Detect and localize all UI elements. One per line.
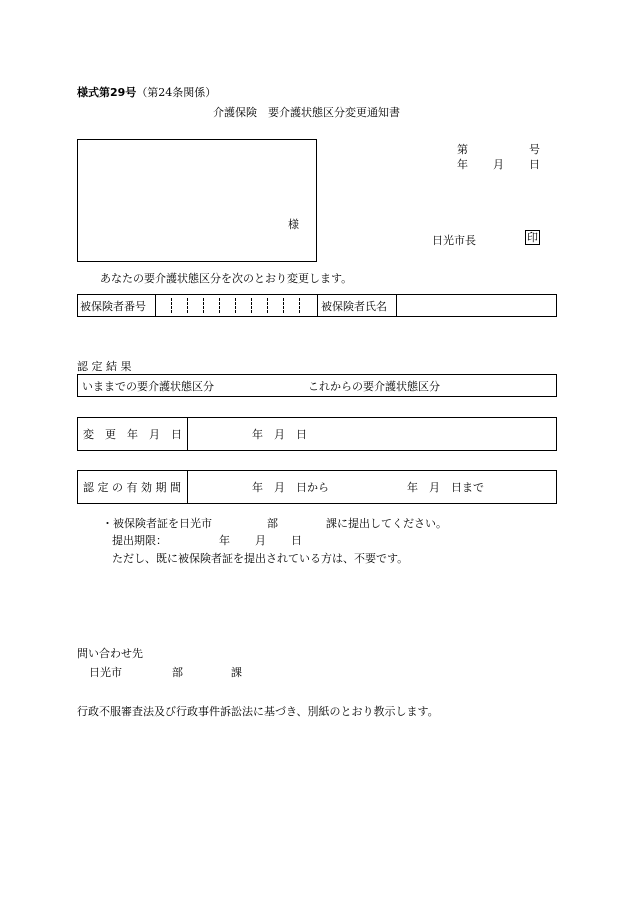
- change-date-value: 年 月 日: [252, 428, 307, 441]
- issue-number-suffix: 号: [529, 143, 540, 156]
- digit-separator: [299, 298, 300, 313]
- validity-label: 認 定 の 有 効 期 間: [83, 481, 181, 494]
- result-section-label: 認 定 結 果: [77, 360, 132, 373]
- insured-info-row: [77, 294, 557, 317]
- digit-separator: [251, 298, 252, 313]
- result-row: [77, 374, 557, 397]
- issue-year: 年: [457, 158, 468, 171]
- digit-separator: [203, 298, 204, 313]
- result-after-label: これからの要介護状態区分: [308, 379, 440, 393]
- deadline-day: 日: [291, 534, 302, 547]
- intro-text: あなたの要介護状態区分を次のとおり変更します。: [100, 272, 353, 285]
- validity-from: 年 月 日から: [252, 481, 329, 494]
- change-date-label: 変 更 年 月 日: [83, 428, 182, 441]
- divider: [155, 295, 156, 316]
- deadline-label: 提出期限：: [112, 534, 167, 547]
- deadline-month: 月: [255, 534, 266, 547]
- form-header: [77, 84, 216, 100]
- recipient-honorific: 様: [288, 218, 299, 231]
- divider: [396, 295, 397, 316]
- validity-to: 年 月 日まで: [407, 481, 484, 494]
- digit-separator: [219, 298, 220, 313]
- divider: [187, 471, 188, 503]
- exception-note: ただし、既に被保険者証を提出されている方は、不要です。: [112, 552, 409, 565]
- result-before-label: いままでの要介護状態区分: [82, 379, 214, 393]
- contact-city: 日光市: [89, 666, 122, 679]
- digit-separator: [187, 298, 188, 313]
- divider: [187, 418, 188, 450]
- document-title: 介護保険 要介護状態区分変更通知書: [213, 106, 400, 119]
- change-date-row: [77, 417, 557, 451]
- submit-dept: 部: [267, 517, 278, 530]
- seal-mark: 印: [527, 231, 538, 244]
- form-number: 様式第29号: [77, 86, 137, 99]
- submit-prefix: ・被保険者証を日光市: [102, 517, 212, 530]
- issue-number-prefix: 第: [457, 143, 468, 156]
- issuer-name: 日光市長: [432, 234, 476, 247]
- form-relation: （第24条関係）: [136, 86, 217, 99]
- appeal-notice: 行政不服審査法及び行政事件訴訟法に基づき、別紙のとおり教示します。: [77, 705, 439, 718]
- digit-separator: [235, 298, 236, 313]
- digit-separator: [283, 298, 284, 313]
- issuer-seal: [525, 231, 540, 244]
- recipient-address-box: [77, 139, 317, 262]
- insured-name-label: 被保険者氏名: [321, 299, 387, 313]
- issue-day: 日: [529, 158, 540, 171]
- digit-separator: [171, 298, 172, 313]
- deadline-year: 年: [219, 534, 230, 547]
- validity-row: [77, 470, 557, 504]
- contact-label: 問い合わせ先: [77, 647, 143, 660]
- issue-month: 月: [493, 158, 504, 171]
- submit-section: 課に提出してください。: [326, 517, 447, 530]
- digit-separator: [267, 298, 268, 313]
- insured-number-label: 被保険者番号: [80, 299, 146, 313]
- contact-dept: 部: [172, 666, 183, 679]
- contact-section: 課: [231, 666, 242, 679]
